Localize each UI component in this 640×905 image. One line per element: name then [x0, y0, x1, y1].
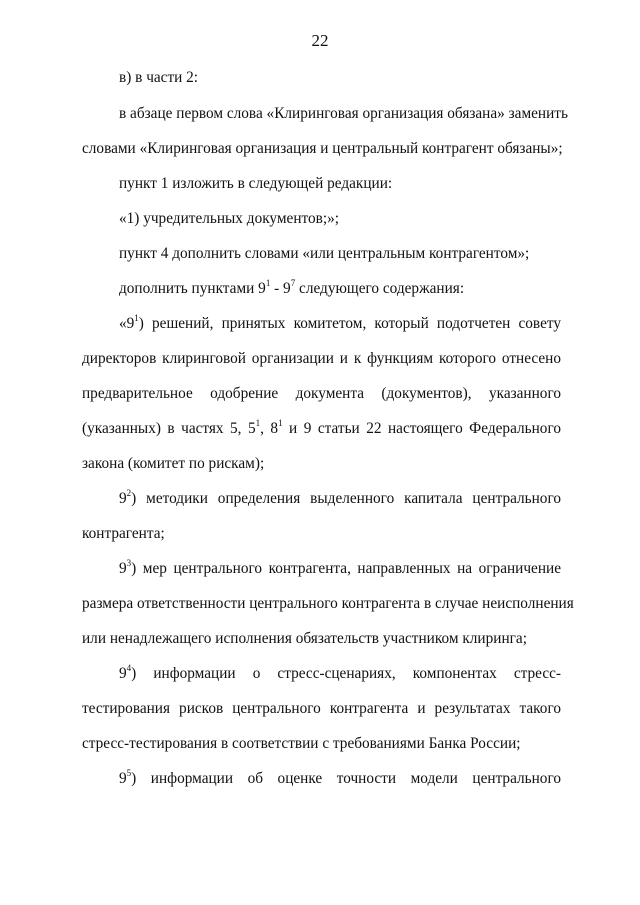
page-number: 22 [311, 31, 329, 50]
text-line-9: директоров клиринговой организации и к функциям которого отнесено [82, 350, 561, 367]
superscript: 1 [134, 312, 139, 323]
text-line-21: $9^5$) информации об оценке точности модели центрального [119, 767, 561, 787]
superscript: 3 [126, 557, 132, 568]
text-line-7: дополнить пунктами $9^1 - 9^7$ следующего содержания: [119, 277, 465, 297]
superscript: 2 [126, 487, 132, 498]
text-line-5: «1) учредительных документов;»; [119, 210, 340, 227]
text-line-2: в абзаце первом слова «Клиринговая организация обязана» заменить [119, 105, 568, 122]
text-line-17: или ненадлежащего исполнения обязательств участником клиринга; [82, 630, 527, 647]
superscript: 7 [290, 277, 296, 288]
text-line-12: закона (комитет по рискам); [82, 455, 265, 472]
superscript: 1 [278, 417, 283, 428]
text-line-14: контрагента; [82, 525, 165, 542]
text-line-16: размера ответственности центрального контрагента в случае неисполнения [82, 595, 574, 612]
text-line-18: $9^4$) информации о стресс-сценариях, компонентах стресс- [119, 662, 561, 682]
text-line-20: стресс-тестирования в соответствии с требованиями Банка России; [82, 735, 521, 752]
text-line-19: тестирования рисков центрального контрагента и результатах такого [82, 700, 561, 717]
superscript: 4 [126, 662, 132, 673]
text-line-3: словами «Клиринговая организация и центральный контрагент обязаны»; [82, 140, 563, 157]
superscript: 1 [255, 417, 261, 428]
superscript: 5 [126, 767, 132, 778]
superscript: 1 [265, 277, 271, 288]
text-line-4: пункт 1 изложить в следующей редакции: [119, 175, 393, 192]
text-line-15: $9^3$) мер центрального контрагента, направленных на ограничение [119, 557, 561, 577]
text-line-8: «$9^1$) решений, принятых комитетом, который подотчетен совету [119, 312, 561, 332]
text-line-13: $9^2$) методики определения выделенного капитала центрального [119, 487, 561, 507]
text-line-11: (указанных) в частях 5, $5^1$, $8^1$ и 9 статьи 22 настоящего Федерального [82, 417, 561, 437]
text-line-6: пункт 4 дополнить словами «или центральным контрагентом»; [119, 245, 530, 262]
text-line-1: в) в части 2: [119, 69, 199, 86]
text-line-10: предварительное одобрение документа (документов), указанного [82, 385, 561, 402]
